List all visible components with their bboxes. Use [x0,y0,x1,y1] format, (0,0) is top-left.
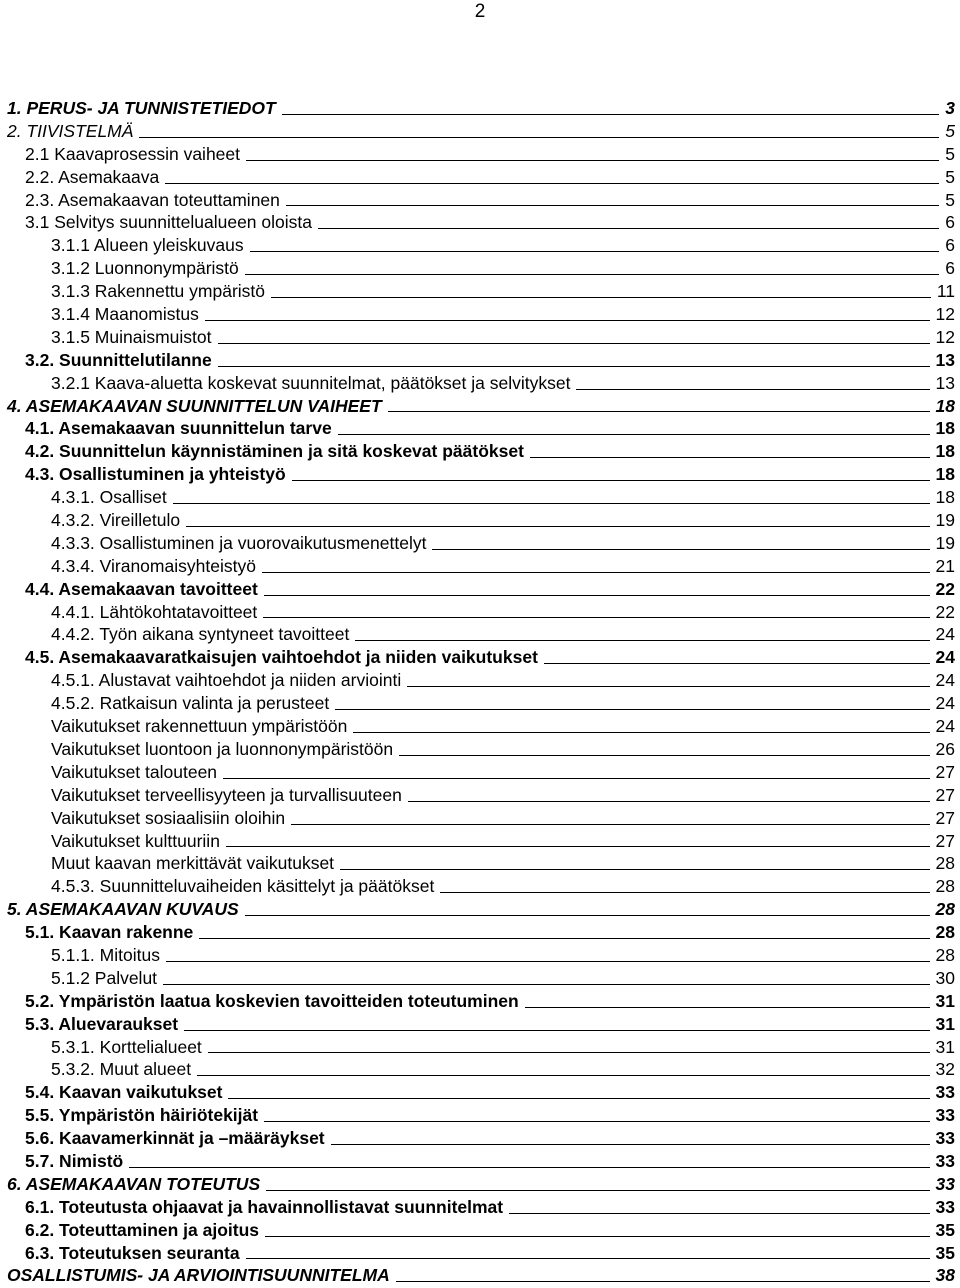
toc-entry[interactable] [0,944,960,967]
toc-entry-page: 13 [935,349,955,370]
toc-entry-title: 1. PERUS- JA TUNNISTETIEDOT [7,98,276,118]
toc-entry-page: 32 [935,1059,955,1080]
toc-entry-title: 5.4. Kaavan vaikutukset [25,1082,223,1103]
toc-entry-page: 27 [935,761,955,782]
toc-entry-title: 4.5.2. Ratkaisun valinta ja perusteet [51,693,330,714]
toc-entry-title: 4.4.2. Työn aikana syntyneet tavoitteet [51,624,350,645]
toc-entry[interactable] [0,601,960,624]
toc-leader-line [399,755,930,756]
toc-entry[interactable] [0,1242,960,1265]
toc-entry-page: 33 [935,1082,955,1103]
toc-entry-title: Vaikutukset sosiaalisiin oloihin [51,807,286,828]
toc-entry-title: 4.3.3. Osallistuminen ja vuorovaikutusmenettelyt [51,532,427,553]
toc-entry-page: 3 [945,98,955,118]
toc-entry-page: 21 [935,555,955,576]
toc-entry-page: 18 [935,395,955,416]
toc-entry[interactable] [0,1150,960,1173]
toc-entry[interactable] [0,280,960,303]
toc-entry-title: 2. TIIVISTELMÄ [7,120,134,141]
toc-entry-title: 4.1. Asemakaavan suunnittelun tarve [25,418,332,439]
toc-leader-line [186,526,930,527]
toc-entry[interactable] [0,1173,960,1196]
toc-entry[interactable] [0,784,960,807]
toc-entry-title: 4.5. Asemakaavaratkaisujen vaihtoehdot ja niiden vaikutukset [25,647,538,668]
toc-entry[interactable] [0,921,960,944]
toc-entry-title: Vaikutukset luontoon ja luonnonympäristöön [51,738,394,759]
toc-leader-line [286,205,939,206]
toc-entry-page: 18 [935,487,955,508]
toc-entry-title: OSALLISTUMIS- JA ARVIOINTISUUNNITELMA [7,1265,390,1286]
toc-entry-title: 4.4. Asemakaavan tavoitteet [25,578,258,599]
toc-leader-line [139,137,939,138]
toc-entry-page: 28 [935,944,955,965]
toc-entry[interactable] [0,669,960,692]
toc-entry[interactable] [0,349,960,372]
toc-entry[interactable] [0,1058,960,1081]
toc-entry-title: 5.1. Kaavan rakenne [25,922,194,943]
toc-leader-line [509,1213,930,1214]
toc-entry-page: 24 [935,647,955,668]
toc-entry-title: 4.5.1. Alustavat vaihtoehdot ja niiden arviointi [51,670,402,691]
toc-entry-title: 3.1.5 Muinaismuistot [51,326,212,347]
toc-entry-title: 5.7. Nimistö [25,1150,124,1171]
toc-leader-line [407,686,930,687]
toc-entry-page: 18 [935,464,955,485]
toc-entry-page: 12 [935,304,955,325]
toc-entry-page: 19 [935,510,955,531]
toc-entry-title: 5.1.2 Palvelut [51,967,158,988]
toc-entry[interactable] [0,967,960,990]
toc-leader-line [246,160,939,161]
toc-entry-title: 3.1.2 Luonnonympäristö [51,258,239,279]
toc-leader-line [525,1007,930,1008]
toc-leader-line [228,1098,930,1099]
toc-entry-page: 27 [935,807,955,828]
toc-entry[interactable] [0,830,960,853]
toc-entry[interactable] [0,97,960,120]
toc-leader-line [129,1167,930,1168]
toc-leader-line [331,1144,930,1145]
toc-entry[interactable] [0,120,960,143]
toc-entry-title: 4.2. Suunnittelun käynnistäminen ja sitä koskevat päätökset [25,441,524,462]
toc-leader-line [264,1121,930,1122]
toc-entry[interactable] [0,715,960,738]
toc-entry[interactable] [0,166,960,189]
toc-entry[interactable] [0,463,960,486]
toc-entry[interactable] [0,578,960,601]
toc-entry-page: 38 [935,1265,955,1286]
toc-leader-line [173,503,930,504]
toc-leader-line [184,1030,930,1031]
toc-leader-line [318,228,939,229]
toc-entry-page: 18 [935,441,955,462]
toc-leader-line [166,961,930,962]
toc-leader-line [265,1236,930,1237]
toc-leader-line [271,297,931,298]
toc-leader-line [530,457,930,458]
toc-leader-line [208,1052,930,1053]
toc-entry-title: 5.3. Aluevaraukset [25,1013,179,1034]
toc-entry[interactable] [0,189,960,212]
toc-entry-title: 4.3.1. Osalliset [51,487,167,508]
toc-entry-page: 24 [935,670,955,691]
toc-entry-page: 18 [935,418,955,439]
toc-entry-page: 24 [935,716,955,737]
toc-leader-line [262,572,930,573]
toc-entry-page: 5 [945,189,955,210]
toc-entry-page: 5 [945,143,955,164]
toc-entry-title: 4.3. Osallistuminen ja yhteistyö [25,464,286,485]
toc-leader-line [340,869,930,870]
toc-entry-title: 5.3.2. Muut alueet [51,1059,192,1080]
toc-entry-page: 27 [935,784,955,805]
toc-leader-line [291,824,930,825]
toc-leader-line [388,411,930,412]
toc-entry[interactable] [0,692,960,715]
toc-leader-line [218,366,930,367]
toc-entry-page: 6 [945,212,955,233]
toc-entry-title: 5.6. Kaavamerkinnät ja –määräykset [25,1128,325,1149]
toc-entry[interactable] [0,372,960,395]
toc-entry[interactable] [0,143,960,166]
toc-entry[interactable] [0,1196,960,1219]
toc-entry[interactable] [0,738,960,761]
toc-entry-page: 24 [935,693,955,714]
toc-entry-page: 6 [945,235,955,256]
toc-leader-line [576,389,930,390]
toc-entry-page: 11 [936,281,955,302]
toc-entry[interactable] [0,646,960,669]
toc-entry[interactable] [0,761,960,784]
toc-entry[interactable] [0,326,960,349]
toc-entry-page: 12 [935,326,955,347]
toc-entry[interactable] [0,852,960,875]
toc-entry-title: 6. ASEMAKAAVAN TOTEUTUS [7,1173,261,1194]
toc-leader-line [205,320,930,321]
toc-entry-page: 13 [935,372,955,393]
toc-leader-line [218,343,930,344]
toc-entry-title: 4.5.3. Suunnitteluvaiheiden käsittelyt ja päätökset [51,876,435,897]
toc-entry-page: 28 [935,899,955,920]
toc-entry-page: 35 [935,1242,955,1263]
toc-entry-title: 6.1. Toteutusta ohjaavat ja havainnollistavat suunnitelmat [25,1196,504,1217]
toc-leader-line [292,480,930,481]
toc-entry-page: 33 [935,1128,955,1149]
toc-leader-line [199,938,930,939]
page-number: 2 [474,1,486,22]
toc-leader-line [408,801,930,802]
toc-entry-title: Vaikutukset kulttuuriin [51,830,220,851]
toc-leader-line [165,183,939,184]
toc-entry-page: 28 [935,922,955,943]
toc-entry[interactable] [0,990,960,1013]
toc-entry-page: 6 [945,258,955,279]
toc-entry[interactable] [0,1036,960,1059]
toc-leader-line [226,846,930,847]
toc-entry-page: 33 [935,1196,955,1217]
toc-entry[interactable] [0,555,960,578]
toc-entry-title: 4.4.1. Lähtökohtatavoitteet [51,601,258,622]
toc-entry-page: 35 [935,1219,955,1240]
toc-leader-line [263,617,930,618]
toc-entry-title: 2.2. Asemakaava [25,166,160,187]
toc-leader-line [245,274,939,275]
toc-entry-title: 5.3.1. Korttelialueet [51,1036,202,1057]
toc-entry-page: 5 [945,120,955,141]
toc-entry-page: 5 [945,166,955,187]
toc-entry[interactable] [0,898,960,921]
toc-entry-title: 6.2. Toteuttaminen ja ajoitus [25,1219,260,1240]
toc-entry-page: 28 [935,876,955,897]
toc-entry-page: 24 [935,624,955,645]
toc-entry[interactable] [0,1219,960,1242]
toc-leader-line [264,595,930,596]
toc-leader-line [223,778,930,779]
toc-leader-line [440,892,930,893]
toc-entry-title: Vaikutukset rakennettuun ympäristöön [51,716,348,737]
toc-entry[interactable] [0,623,960,646]
toc-entry[interactable] [0,1127,960,1150]
toc-entry-page: 31 [935,1036,955,1057]
toc-entry[interactable] [0,234,960,257]
toc-leader-line [432,549,930,550]
toc-entry-title: 3.1.3 Rakennettu ympäristö [51,281,266,302]
toc-entry-title: 5.2. Ympäristön laatua koskevien tavoitteiden toteutuminen [25,990,519,1011]
toc-entry-title: Muut kaavan merkittävät vaikutukset [51,853,335,874]
toc-entry-title: 3.1.4 Maanomistus [51,304,199,325]
toc-entry-page: 33 [935,1150,955,1171]
toc-entry-title: 5.5. Ympäristön häiriötekijät [25,1105,259,1126]
toc-entry-title: 5.1.1. Mitoitus [51,944,160,965]
toc-leader-line [282,114,939,115]
toc-entry[interactable] [0,257,960,280]
toc-leader-line [250,251,939,252]
toc-entry[interactable] [0,1081,960,1104]
toc-entry[interactable] [0,875,960,898]
toc-entry[interactable] [0,1013,960,1036]
toc-leader-line [197,1075,930,1076]
toc-leader-line [338,434,930,435]
toc-entry-title: 3.2.1 Kaava-aluetta koskevat suunnitelmat, päätökset ja selvitykset [51,372,571,393]
toc-entry-title: Vaikutukset talouteen [51,761,218,782]
toc-entry-title: 3.2. Suunnittelutilanne [25,349,212,370]
toc-entry-page: 33 [935,1173,955,1194]
toc-entry-title: 3.1 Selvitys suunnittelualueen oloista [25,212,312,233]
toc-entry-page: 19 [935,532,955,553]
toc-leader-line [353,732,930,733]
toc-entry-page: 33 [935,1105,955,1126]
toc-entry[interactable] [0,1104,960,1127]
toc-entry-page: 22 [935,578,955,599]
toc-entry[interactable] [0,211,960,234]
toc-entry-page: 26 [935,738,955,759]
toc-leader-line [355,640,930,641]
toc-entry[interactable] [0,532,960,555]
toc-entry-page: 31 [935,990,955,1011]
toc-entry[interactable] [0,486,960,509]
toc-leader-line [246,1258,930,1259]
table-of-contents [0,97,960,1287]
toc-entry-page: 30 [935,967,955,988]
toc-leader-line [396,1281,930,1282]
toc-entry-title: 5. ASEMAKAAVAN KUVAUS [7,899,239,920]
toc-entry-page: 22 [935,601,955,622]
toc-entry[interactable] [0,1264,960,1287]
toc-leader-line [544,663,930,664]
toc-leader-line [163,984,930,985]
toc-entry-title: 6.3. Toteutuksen seuranta [25,1242,240,1263]
toc-entry[interactable] [0,395,960,418]
toc-entry-page: 28 [935,853,955,874]
toc-leader-line [266,1190,930,1191]
toc-entry[interactable] [0,303,960,326]
toc-leader-line [335,709,930,710]
toc-entry-title: 2.1 Kaavaprosessin vaiheet [25,143,240,164]
toc-entry-title: 2.3. Asemakaavan toteuttaminen [25,189,280,210]
toc-entry-title: 4.3.4. Viranomaisyhteistyö [51,555,256,576]
toc-entry-title: 3.1.1 Alueen yleiskuvaus [51,235,244,256]
toc-entry-page: 31 [935,1013,955,1034]
toc-entry[interactable] [0,440,960,463]
toc-entry[interactable] [0,417,960,440]
toc-entry-page: 27 [935,830,955,851]
toc-entry-title: Vaikutukset terveellisyyteen ja turvallisuuteen [51,784,402,805]
toc-leader-line [245,915,930,916]
toc-entry-title: 4.3.2. Vireilletulo [51,510,181,531]
toc-entry[interactable] [0,807,960,830]
toc-entry-title: 4. ASEMAKAAVAN SUUNNITTELUN VAIHEET [7,395,382,416]
toc-entry[interactable] [0,509,960,532]
